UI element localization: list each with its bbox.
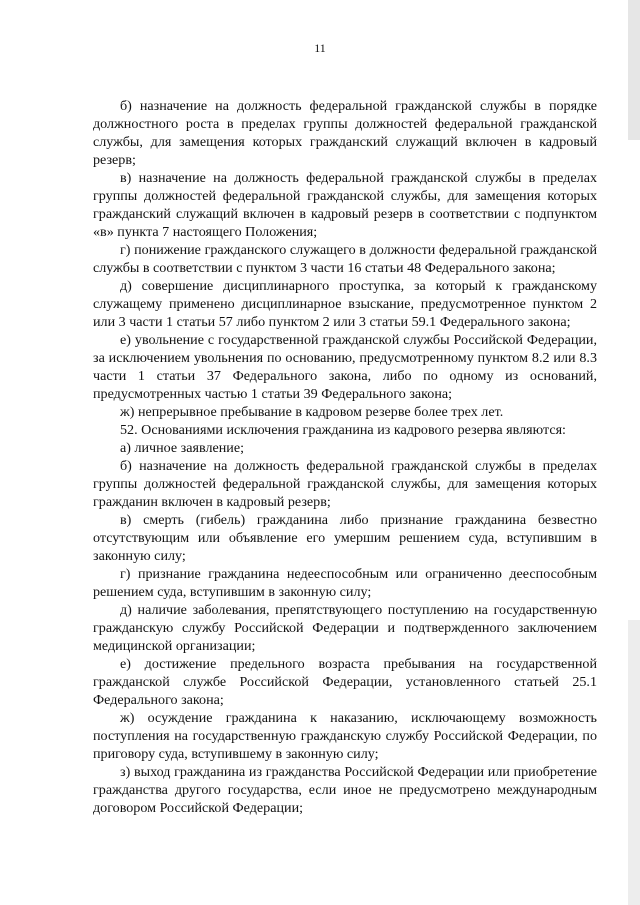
paragraph-e-dismissal: е) увольнение с государственной гражданской службы Российской Федерации, за исключением увольнения по основанию, предусмотренному пунктом 8.2 или 8.3 части 1 статьи 37 Федерального закона, либо по одному из оснований, предусмотренных частью 1 статьи 39 Федерального закона; xyxy=(93,332,597,402)
paragraph-g-demotion: г) понижение гражданского служащего в должности федеральной гражданской службы в соответствии с пунктом 3 части 16 статьи 48 Федерального закона; xyxy=(93,242,597,276)
paragraph-52-grounds: 52. Основаниями исключения гражданина из кадрового резерва являются: xyxy=(120,422,566,438)
paragraph-e-age-limit: е) достижение предельного возраста пребывания на государственной гражданской службе Российской Федерации, установленного статьей 25.1 Федерального закона; xyxy=(93,656,597,708)
paragraph-g-incapacity: г) признание гражданина недееспособным или ограниченно дееспособным решением суда, вступившим в законную силу; xyxy=(93,566,597,600)
paragraph-d-misconduct: д) совершение дисциплинарного проступка, за который к гражданскому служащему применено дисциплинарное взыскание, предусмотренное пунктом 2 или 3 части 1 статьи 57 либо пунктом 2 или 3 статьи 59.1 Федерального закона; xyxy=(93,278,597,330)
scan-edge-shadow xyxy=(628,620,640,905)
document-body xyxy=(93,97,597,817)
paragraph-v-appointment: в) назначение на должность федеральной гражданской службы в пределах группы должностей федеральной гражданской службы, для замещения которых гражданский служащий включен в кадровый резерв в соответствии с подпунктом «в» пункта 7 настоящего Положения; xyxy=(93,170,597,240)
paragraph-b-appointment: б) назначение на должность федеральной гражданской службы в пределах группы должностей федеральной гражданской службы, для замещения которых гражданин включен в кадровый резерв; xyxy=(93,458,597,510)
page-number: 11 xyxy=(314,41,326,55)
paragraph-b-promotion: б) назначение на должность федеральной гражданской службы в порядке должностного роста в пределах группы должностей федеральной гражданской службы, для замещения которых гражданский служащий включен в кадровый резерв; xyxy=(93,98,597,168)
scan-edge-shadow xyxy=(628,0,640,140)
paragraph-v-death: в) смерть (гибель) гражданина либо признание гражданина безвестно отсутствующим или объявление его умершим решением суда, вступившим в законную силу; xyxy=(93,512,597,564)
paragraph-z-citizenship: з) выход гражданина из гражданства Российской Федерации или приобретение гражданства другого государства, если иное не предусмотрено международным договором Российской Федерации; xyxy=(93,764,597,816)
paragraph-zh-conviction: ж) осуждение гражданина к наказанию, исключающему возможность поступления на государственную гражданскую службу Российской Федерации, по приговору суда, вступившему в законную силу; xyxy=(93,710,597,762)
paragraph-zh-three-years: ж) непрерывное пребывание в кадровом резерве более трех лет. xyxy=(120,404,504,420)
paragraph-a-personal-statement: а) личное заявление; xyxy=(120,440,244,456)
paragraph-d-illness: д) наличие заболевания, препятствующего поступлению на государственную гражданскую службу Российской Федерации и подтвержденного заключением медицинской организации; xyxy=(93,602,597,654)
